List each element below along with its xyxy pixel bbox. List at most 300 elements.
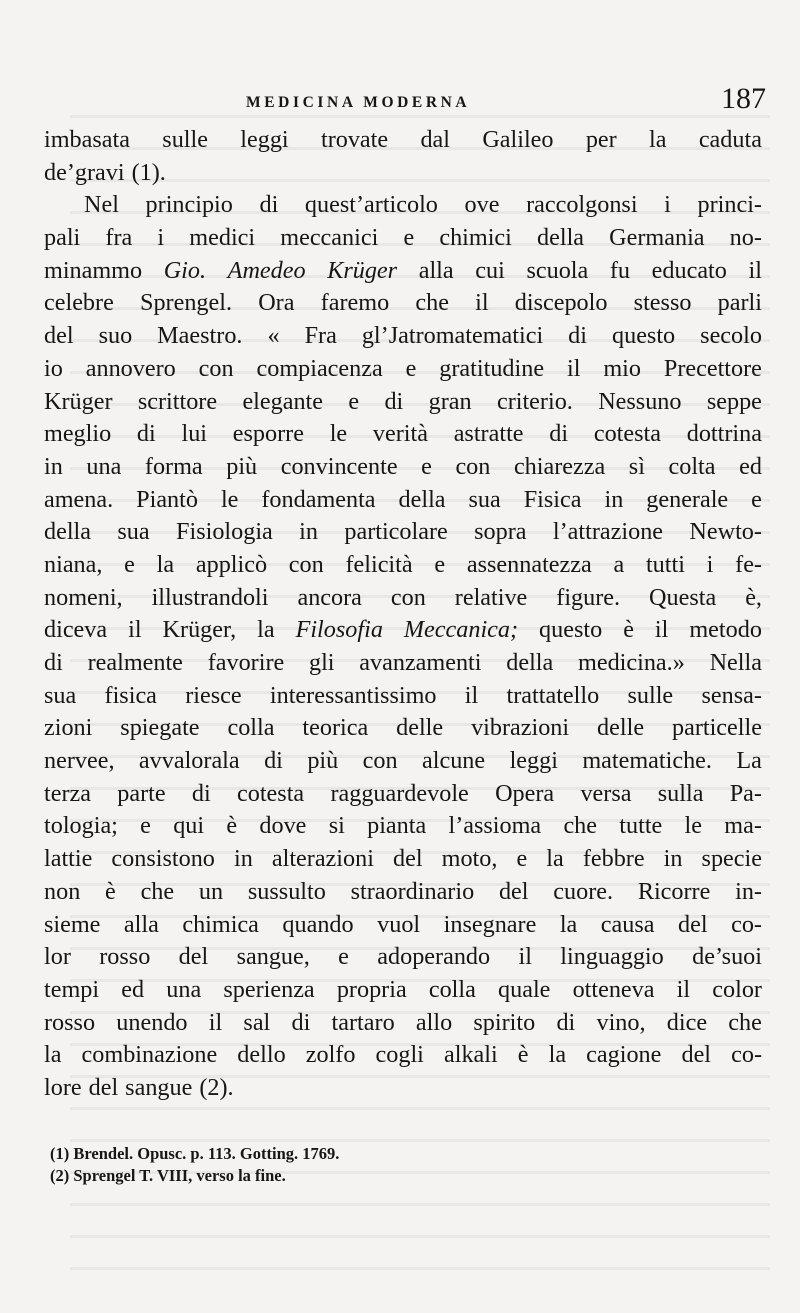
word: Galileo [482,126,554,153]
word: in [233,845,253,873]
word: alcune [422,747,486,775]
word: leggi [509,747,558,775]
word: Newto- [689,518,762,546]
word: allo [415,1008,453,1036]
word: figure. [556,583,621,611]
word: linguaggio [560,943,664,971]
word: generale [646,485,729,513]
text-line [44,157,762,190]
word: io [44,354,63,382]
word: del [178,943,209,971]
word: nomeni, [44,583,123,611]
word: delle [597,714,645,742]
word: che [563,812,598,840]
word: moto, [441,845,498,873]
word: Fra [304,322,337,350]
word: con [288,550,324,578]
word: il [128,616,142,644]
page-number: 187 [721,82,766,115]
word: esporre [232,420,304,448]
word: versa [580,779,632,807]
word: tutti [645,550,685,578]
word: la [649,126,667,153]
word: matematiche. [582,747,712,775]
word: dice [666,1008,708,1036]
word: diceva [44,616,108,644]
word: in [604,485,624,513]
text-line [44,974,762,1007]
word: suo [98,322,133,350]
word: realmente [87,649,183,676]
word: è [105,877,116,905]
word: applicò [195,550,268,578]
word: Questa [649,583,717,611]
word: qui [173,812,205,840]
word: caduta [698,126,762,153]
word: la [559,910,578,938]
text-line [44,320,762,353]
word: sopra [474,518,527,546]
text-line [44,484,762,517]
word: il [208,1008,223,1036]
word: Gio. [163,256,207,284]
word: cogli [375,1041,424,1069]
word: il [654,616,669,644]
word: Amedeo [227,256,306,284]
word: e [405,354,417,382]
text-line [44,614,762,647]
word: la [257,616,275,644]
word: sua [468,485,501,513]
word: gratitudine [439,354,545,382]
word: chimica [182,910,259,938]
word: de’suoi [692,943,762,971]
word: del [393,845,423,873]
word: di [136,420,156,448]
word: zioni [44,714,93,742]
word: di [556,1008,576,1036]
word: sal [243,1008,271,1036]
word: favorire [207,649,285,676]
word: quale [498,975,551,1003]
word: Krüger [327,256,398,284]
word: e [140,812,151,840]
word: spiegate [120,714,200,742]
word: de’gravi [44,158,125,186]
word: Nel [84,191,119,219]
footnotes [50,1143,650,1187]
word: Sprengel. [140,289,233,317]
word: astratte [453,420,524,448]
word: medici [189,224,256,252]
word: Piantò [136,485,198,513]
word: sulle [627,681,674,709]
word: e [751,485,762,513]
word: color [712,975,762,1003]
word: lui [181,420,208,448]
word: alla [418,256,454,284]
word: con [362,747,398,775]
text-line [44,287,762,320]
word: tempi [44,975,100,1003]
word: sua [44,681,77,709]
word: dal [420,126,450,153]
running-head: MEDICINA MODERNA [246,94,471,111]
footnote: (2) Sprengel T. VIII, verso la fine. [50,1166,286,1185]
word: del [681,1041,712,1069]
word: Fisica [523,485,582,513]
word: vuol [377,910,421,938]
word: sì [628,452,645,480]
word: (1). [131,158,166,186]
word: co- [731,1041,762,1069]
word: che [415,289,449,317]
word: quest’articolo [304,191,438,219]
word: celebre [44,289,114,317]
word: gran [428,387,472,415]
word: forma [144,452,203,480]
word: l’attrazione [552,518,664,546]
text-line [44,516,762,549]
page-header [246,82,766,118]
word: e [434,550,446,578]
word: compiacenza [256,354,383,382]
text-line [44,843,762,876]
word: trovate [320,126,389,153]
text-line [44,124,762,157]
word: per [585,126,617,153]
word: chiarezza [513,452,606,480]
word: Germania [609,224,705,252]
word: febbre [582,845,645,873]
word: è [623,616,634,644]
word: lor [44,943,71,971]
word: dottrina [686,420,762,448]
text-line [44,549,762,582]
word: la [546,845,564,873]
word: assennatezza [466,550,592,578]
text-line [44,876,762,909]
word: vibrazioni [471,714,570,742]
word: di [568,322,587,350]
word: tutte [619,812,663,840]
word: un [198,877,224,905]
word: che [140,877,175,905]
word: i [706,550,714,578]
word: niana, [44,550,103,578]
text-line [44,810,762,843]
word: otteneva [572,975,655,1003]
word: colta [668,452,716,480]
word: Krüger, [162,616,237,644]
word: illustrandoli [151,583,269,611]
text-line [44,255,762,288]
text-line [44,386,762,419]
word: questo [539,616,603,644]
word: cui [475,256,505,284]
word: sulla [657,779,704,807]
word: si [328,812,345,840]
word: gl’Jatromatematici [361,322,544,350]
word: cotesta [237,779,305,807]
word: in- [735,877,762,905]
word: in [663,845,683,873]
word: propria [336,975,407,1003]
word: chimici [439,224,512,252]
word: stesso [633,289,692,317]
text-line [44,712,762,745]
word: e [338,943,349,971]
word: consistono [111,845,215,873]
text-line [44,941,762,974]
word: le [220,485,239,513]
word: con [198,354,234,382]
word: cuore. [553,877,614,905]
word: ove [464,191,500,219]
word: causa [600,910,655,938]
word: di [264,747,283,775]
text-line [44,1039,762,1072]
word: una [86,452,122,480]
word: fondamenta [261,485,376,513]
word: vino, [596,1008,646,1036]
word: educato [651,256,727,284]
text-line [44,1007,762,1040]
word: ragguardevole [330,779,469,807]
word: della [537,224,585,252]
word: Meccanica; [403,616,519,644]
word: particelle [671,714,762,742]
word: rosso [99,943,151,971]
word: amena. [44,485,114,513]
word: dello [237,1041,286,1069]
word: la [548,1041,567,1069]
word: sangue, [236,943,310,971]
word: rosso [44,1008,96,1036]
text-line [44,451,762,484]
word: parte [117,779,166,807]
word: tartaro [331,1008,395,1036]
text-line [44,189,762,222]
word: le [684,812,703,840]
word: relative [454,583,528,611]
word: nervee, [44,747,115,775]
word: della [44,518,92,546]
word: tologia; [44,812,118,840]
word: minammo [44,256,143,284]
word: convincente [280,452,398,480]
word: colla [428,975,476,1003]
word: ed [739,452,762,480]
word: pali [44,224,81,252]
word: sperienza [223,975,315,1003]
word: specie [701,845,762,873]
word: che [728,1008,762,1036]
word: ed [121,975,145,1003]
word: le [329,420,348,448]
word: fra [105,224,133,252]
word: e [421,452,432,480]
word: di [549,420,569,448]
word: Nessuno [598,387,682,415]
word: quando [282,910,354,938]
word: faremo [320,289,390,317]
word: felicità [345,550,413,578]
word: Fisiologia [176,518,273,546]
text-line [44,647,762,680]
word: pianta [367,812,427,840]
footnote: (1) Brendel. Opusc. p. 113. Gotting. 1769. [50,1144,340,1163]
word: imbasata [44,126,130,153]
word: verità [372,420,428,448]
word: sieme [44,910,101,938]
text-line [44,745,762,778]
word: del [88,1073,119,1101]
word: più [226,452,258,480]
word: è [517,1041,529,1069]
word: Krüger [44,387,113,415]
word: alterazioni [271,845,374,873]
word: meccanici [280,224,379,252]
word: non [44,877,81,905]
word: adoperando [377,943,491,971]
word: Opera [495,779,555,807]
word: del [498,877,529,905]
text-line [44,1072,762,1105]
word: Filosofia [295,616,383,644]
word: seppe [706,387,762,415]
word: a [613,550,625,578]
word: ancora [297,583,362,611]
word: e [403,224,415,252]
word: combinazione [81,1041,218,1069]
word: parli [717,289,762,317]
word: secolo [700,322,762,350]
word: La [736,747,762,775]
word: la [156,550,175,578]
word: gli [308,649,335,676]
word: delle [396,714,444,742]
word: i [664,191,671,219]
word: più [307,747,339,775]
word: criterio. [496,387,573,415]
text-line [44,418,762,451]
word: (2). [199,1073,234,1101]
word: annovero [85,354,176,382]
word: meglio [44,420,112,448]
word: dove [259,812,307,840]
word: lattie [44,845,93,873]
word: medicina.» [578,649,685,676]
word: unendo [116,1008,188,1036]
word: elegante [242,387,324,415]
word: il [748,256,762,284]
word: cotesta [593,420,661,448]
word: fisica [104,681,157,709]
word: il [676,975,691,1003]
word: di [44,649,63,676]
word: lore [44,1073,82,1101]
word: teorica [302,714,369,742]
word: sensa- [701,681,762,709]
word: Nella [709,649,762,676]
text-line [44,222,762,255]
word: e [516,845,528,873]
word: una [166,975,202,1003]
word: principio [145,191,233,219]
word: leggi [240,126,289,153]
word: mio [603,354,641,382]
word: il [518,943,532,971]
word: scrittore [137,387,218,415]
word: del [44,322,74,350]
word: Ricorre [637,877,711,905]
word: metodo [689,616,762,644]
word: del [678,910,708,938]
word: « [267,322,280,350]
word: terza [44,779,91,807]
word: di [384,387,404,415]
word: raccolgonsi [526,191,638,219]
text-line [44,778,762,811]
word: avanzamenti [359,649,482,676]
word: sussulto [247,877,326,905]
body-text [44,124,762,1105]
word: princi- [697,191,762,219]
word: Pa- [729,779,762,807]
word: cagione [586,1041,662,1069]
word: di [259,191,279,219]
text-line [44,909,762,942]
word: zolfo [305,1041,356,1069]
word: di [191,779,211,807]
word: trattatello [506,681,600,709]
word: questo [612,322,676,350]
word: scuola [526,256,589,284]
word: avvalorala [138,747,240,775]
word: la [44,1041,62,1069]
word: in [299,518,318,546]
word: fu [609,256,631,284]
word: è [226,812,238,840]
word: è, [745,583,762,611]
word: sulle [162,126,208,153]
word: interessantissimo [269,681,437,709]
word: alkali [443,1041,498,1069]
word: della [398,485,446,513]
word: in [44,452,63,480]
word: della [506,649,554,676]
word: co- [731,910,762,938]
word: il [475,289,489,317]
word: colla [227,714,275,742]
word: e [124,550,135,578]
word: insegnare [443,910,537,938]
word: il [566,354,581,382]
word: Precettore [663,354,762,382]
text-line [44,582,762,615]
word: ma- [724,812,762,840]
word: l’assioma [448,812,542,840]
word: riesce [185,681,242,709]
word: no- [729,224,762,252]
word: particolare [344,518,448,546]
word: alla [123,910,159,938]
word: di [291,1008,311,1036]
text-line [44,353,762,386]
word: Ora [258,289,295,317]
word: sangue [125,1073,193,1101]
